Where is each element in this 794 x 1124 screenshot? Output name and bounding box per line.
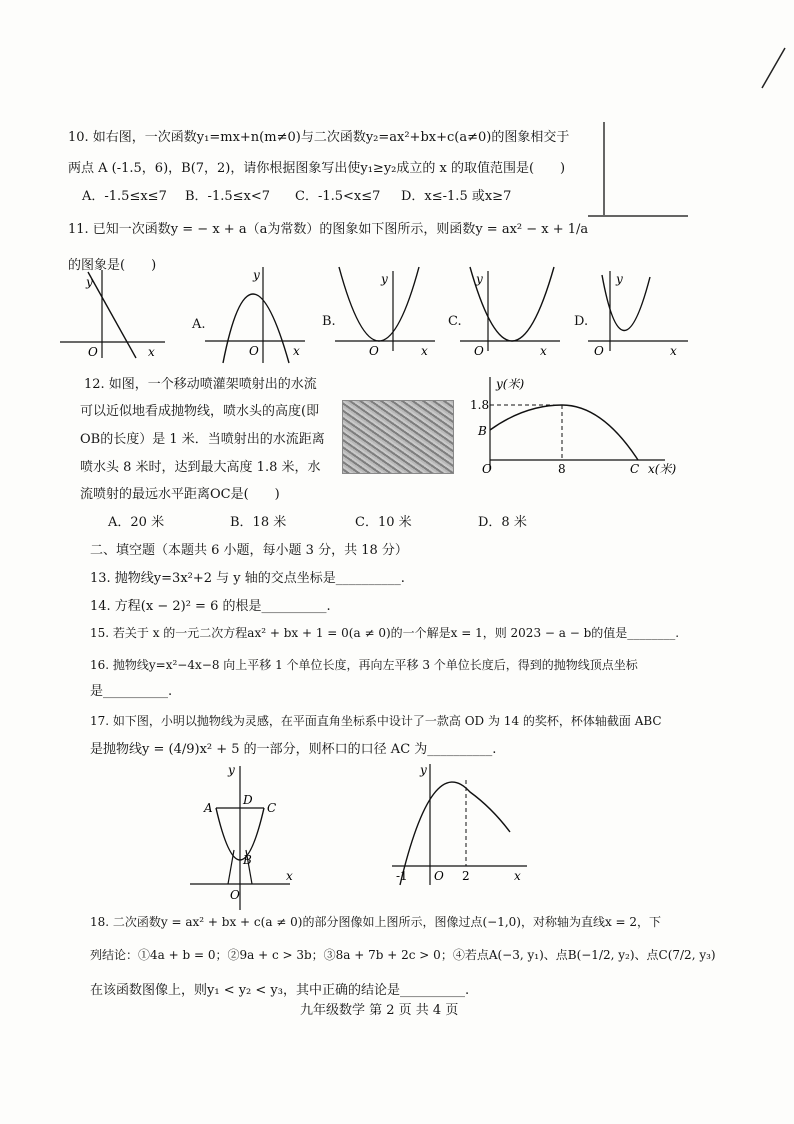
q12-graph	[470, 375, 700, 485]
q11-given-origin: O	[88, 345, 98, 359]
q16-line2: 是__________.	[90, 684, 173, 699]
q11-given-y: y	[86, 275, 93, 289]
q11-line2: 的图象是( )	[68, 258, 157, 273]
q10-line1: 10. 如右图，一次函数y₁=mx+n(m≠0)与二次函数y₂=ax²+bx+c(a≠0)的图象相交于	[68, 130, 570, 145]
q18-graph-o: O	[434, 869, 444, 883]
q12-line5: 流喷射的最远水平距离OC是( )	[80, 487, 280, 502]
page-footer: 九年级数学 第 2 页 共 4 页	[300, 1003, 459, 1018]
q11-label-d: D.	[574, 314, 589, 329]
q10-option-a: A．-1.5≤x≤7	[82, 189, 167, 204]
q12-b-label: B	[478, 424, 487, 438]
q12-line4: 喷水头 8 米时，达到最大高度 1.8 米，水	[80, 460, 321, 475]
q17-cup-c: C	[267, 801, 277, 815]
q17-cup-graph	[190, 762, 310, 912]
q16-line1: 16. 抛物线y=x²−4x−8 向上平移 1 个单位长度，再向左平移 3 个单位长度后，得到的抛物线顶点坐标	[90, 658, 638, 672]
q18-line1: 18. 二次函数y = ax² + bx + c(a ≠ 0)的部分图像如上图所示，图像过点(−1,0)，对称轴为直线x = 2，下	[90, 915, 662, 929]
q11-b-origin: O	[369, 344, 379, 358]
q12-y-label: y(米)	[496, 377, 525, 391]
q10-option-d: D．x≤-1.5 或x≥7	[401, 189, 512, 204]
q11-line1: 11. 已知一次函数y = − x + a（a为常数）的图象如下图所示，则函数y = ax² − x + 1/a	[68, 222, 589, 237]
q17-cup-y: y	[228, 763, 235, 777]
q12-line1: 12. 如图，一个移动喷灌架喷射出的水流	[84, 377, 317, 392]
q12-c-label: C	[630, 462, 640, 476]
q12-origin: O	[482, 462, 492, 476]
q11-a-y: y	[253, 268, 260, 282]
q11-b-x: x	[421, 344, 428, 358]
q18-graph-minus1: -1	[396, 869, 408, 883]
q18-graph-y: y	[420, 763, 427, 777]
q12-max-height: 1.8	[470, 398, 490, 412]
q17-line1: 17. 如下图，小明以抛物线为灵感，在平面直角坐标系中设计了一款高 OD 为 14 的奖杯，杯体轴截面 ABC	[90, 714, 662, 728]
section-2-heading: 二、填空题（本题共 6 小题，每小题 3 分，共 18 分）	[90, 543, 408, 558]
q18-line2: 列结论：①4a + b = 0；②9a + c > 3b；③8a + 7b + 2c > 0；④若点A(−3, y₁)、点B(−1/2, y₂)、点C(7/2, y₃)	[90, 948, 716, 962]
q13: 13. 抛物线y=3x²+2 与 y 轴的交点坐标是__________.	[90, 571, 405, 586]
q11-option-b-graph	[335, 265, 445, 365]
q17-cup-d: D	[243, 793, 253, 807]
q11-label-c: C.	[448, 314, 462, 329]
q11-b-y: y	[381, 272, 388, 286]
q11-c-y: y	[476, 272, 483, 286]
sprinkler-photo	[342, 400, 454, 474]
q11-c-origin: O	[474, 344, 484, 358]
q11-d-y: y	[616, 272, 623, 286]
q12-x-label: x(米)	[648, 462, 677, 476]
q12-max-x: 8	[558, 462, 566, 476]
q11-option-d-graph	[588, 265, 698, 365]
q17-cup-a: A	[204, 801, 213, 815]
q12-line2: 可以近似地看成抛物线，喷水头的高度(即	[80, 404, 320, 419]
q11-option-a-graph	[205, 265, 315, 365]
q17-line2: 是抛物线y = (4/9)x² + 5 的一部分，则杯口的口径 AC 为__________.	[90, 742, 497, 757]
q14: 14. 方程(x − 2)² = 6 的根是__________.	[90, 599, 331, 614]
q11-given-graph	[60, 270, 170, 360]
q17-cup-x: x	[286, 869, 293, 883]
q11-label-a: A.	[192, 317, 206, 332]
q18-parabola-graph	[392, 760, 542, 890]
q15: 15. 若关于 x 的一元二次方程ax² + bx + 1 = 0(a ≠ 0)的一个解是x = 1，则 2023 − a − b的值是________.	[90, 626, 680, 640]
q11-option-c-graph	[460, 265, 570, 365]
q18-graph-x: x	[514, 869, 521, 883]
q12-option-b: B．18 米	[230, 515, 287, 530]
q18-line3: 在该函数图像上，则y₁ < y₂ < y₃，其中正确的结论是__________.	[90, 983, 470, 998]
q11-a-origin: O	[249, 344, 259, 358]
q18-graph-two: 2	[462, 869, 470, 883]
q11-d-origin: O	[594, 344, 604, 358]
q10-option-c: C．-1.5<x≤7	[295, 189, 381, 204]
q12-line3: OB的长度）是 1 米．当喷射出的水流距离	[80, 432, 325, 447]
q11-d-x: x	[670, 344, 677, 358]
q17-cup-o: O	[230, 888, 240, 902]
q12-option-a: A．20 米	[108, 515, 165, 530]
q12-option-d: D．8 米	[478, 515, 527, 530]
q10-line2: 两点 A (-1.5，6)，B(7，2)，请你根据图象写出使y₁≥y₂成立的 x 的取值范围是( )	[68, 161, 566, 176]
q11-c-x: x	[540, 344, 547, 358]
q11-given-x: x	[148, 345, 155, 359]
q11-a-x: x	[293, 344, 300, 358]
q17-cup-b: B	[243, 853, 252, 867]
q12-option-c: C．10 米	[355, 515, 412, 530]
q10-option-b: B．-1.5≤x<7	[185, 189, 271, 204]
q11-label-b: B.	[322, 314, 336, 329]
